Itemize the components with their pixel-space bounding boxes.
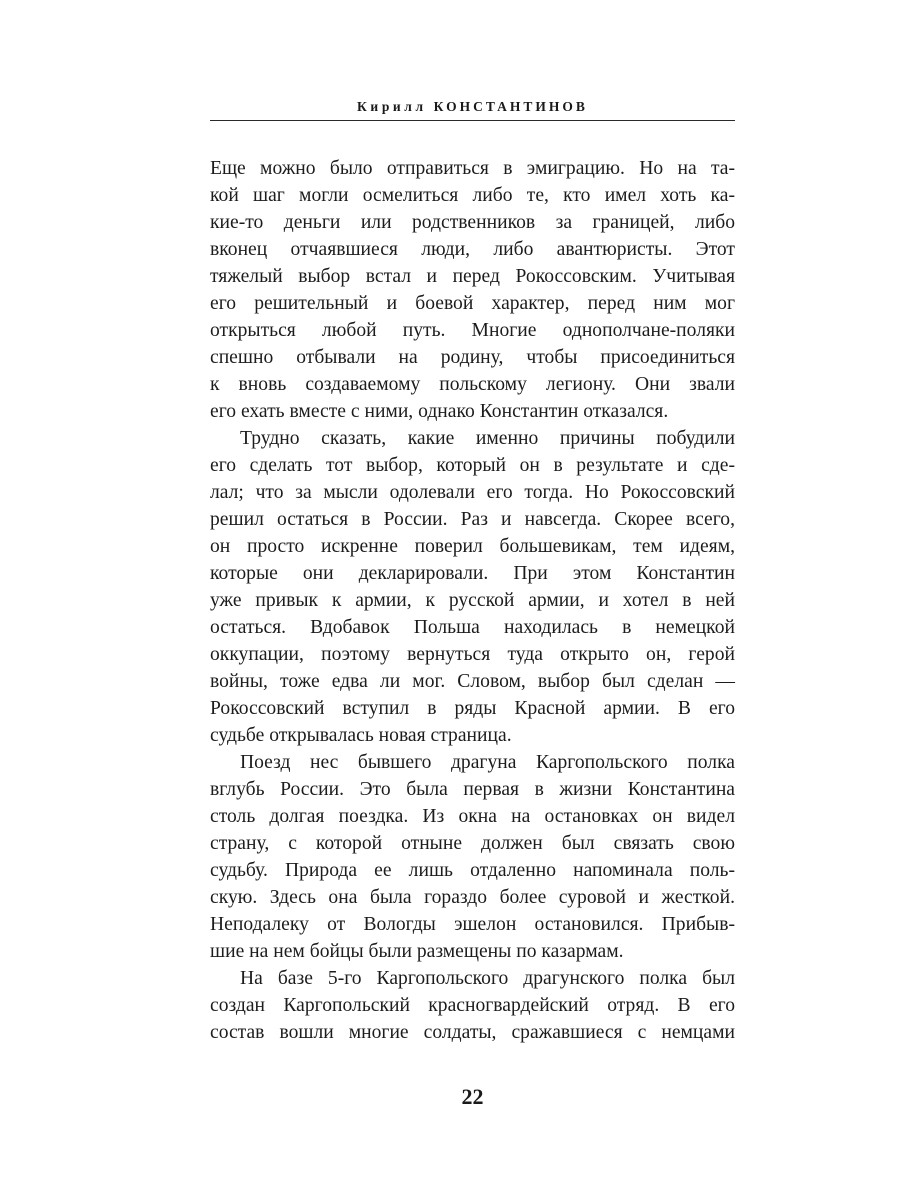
text-line: войны, тоже едва ли мог. Словом, выбор был сделан — (210, 671, 735, 692)
text-line: остаться. Вдобавок Польша находилась в немецкой (210, 617, 735, 638)
paragraph (210, 425, 735, 749)
text-line: столь долгая поездка. Из окна на остановках он видел (210, 806, 735, 827)
paragraph (210, 749, 735, 965)
text-line: он просто искренне поверил большевикам, тем идеям, (210, 536, 735, 557)
text-line: Неподалеку от Вологды эшелон остановился. Прибыв- (210, 914, 735, 935)
text-line: уже привык к армии, к русской армии, и хотел в ней (210, 590, 735, 611)
text-line: вконец отчаявшиеся люди, либо авантюристы. Этот (210, 239, 735, 260)
paragraph (210, 155, 735, 425)
body-text (210, 155, 735, 1046)
text-line: Рокоссовский вступил в ряды Красной армии. В его (210, 698, 735, 719)
text-line: открыться любой путь. Многие однополчане-поляки (210, 320, 735, 341)
text-line: шие на нем бойцы были размещены по казармам. (210, 941, 624, 962)
running-head (210, 99, 735, 115)
text-line: состав вошли многие солдаты, сражавшиеся с немцами (210, 1022, 735, 1043)
text-line: кой шаг могли осмелиться либо те, кто имел хоть ка- (210, 185, 735, 206)
text-line: На базе 5-го Каргопольского драгунского полка был (240, 968, 735, 989)
text-line: Поезд нес бывшего драгуна Каргопольского полка (240, 752, 735, 773)
text-line: Трудно сказать, какие именно причины побудили (240, 428, 735, 449)
author-first-name: Кирилл (357, 99, 427, 114)
text-line: оккупации, поэтому вернуться туда открыто он, герой (210, 644, 735, 665)
text-line: тяжелый выбор встал и перед Рокоссовским. Учитывая (210, 266, 735, 287)
text-line: лал; что за мысли одолевали его тогда. Но Рокоссовский (210, 482, 735, 503)
text-line: создан Каргопольский красногвардейский отряд. В его (210, 995, 735, 1016)
text-line: к вновь создаваемому польскому легиону. Они звали (210, 374, 735, 395)
text-line: судьбу. Природа ее лишь отдаленно напоминала поль- (210, 860, 735, 881)
page-number: 22 (461, 1084, 484, 1109)
text-line: его решительный и боевой характер, перед ним мог (210, 293, 735, 314)
paragraph (210, 965, 735, 1046)
text-line: вглубь России. Это была первая в жизни Константина (210, 779, 735, 800)
text-line: спешно отбывали на родину, чтобы присоединиться (210, 347, 735, 368)
author-last-name: КОНСТАНТИНОВ (433, 99, 588, 114)
text-line: его ехать вместе с ними, однако Константин отказался. (210, 401, 669, 422)
text-line: которые они декларировали. При этом Константин (210, 563, 735, 584)
text-line: кие-то деньги или родственников за границей, либо (210, 212, 735, 233)
text-line: судьбе открывалась новая страница. (210, 725, 512, 746)
text-line: его сделать тот выбор, который он в результате и сде- (210, 455, 735, 476)
text-line: решил остаться в России. Раз и навсегда. Скорее всего, (210, 509, 735, 530)
text-line: Еще можно было отправиться в эмиграцию. Но на та- (210, 158, 735, 179)
text-line: страну, с которой отныне должен был связать свою (210, 833, 735, 854)
header-rule (210, 120, 735, 121)
text-line: скую. Здесь она была гораздо более суровой и жесткой. (210, 887, 735, 908)
